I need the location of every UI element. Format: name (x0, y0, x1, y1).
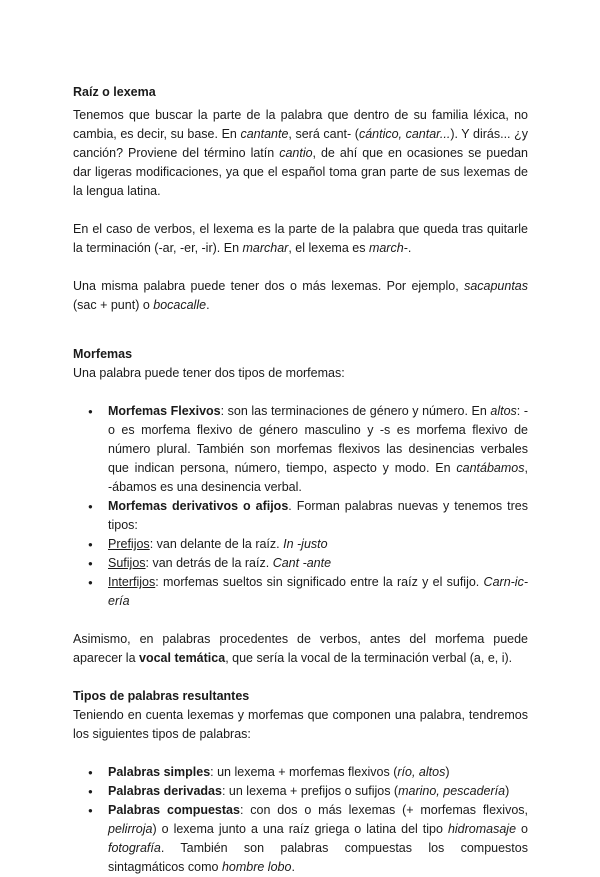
list-item-prefijos: ● Prefijos: van delante de la raíz. In -justo (73, 535, 528, 554)
paragraph-vocal-tematica: Asimismo, en palabras procedentes de verbos, antes del morfema puede aparecer la vocal temática, que sería la vocal de la terminación verbal (a, e, i). (73, 632, 528, 665)
list-morfemas (73, 402, 528, 611)
list-item-derivadas: ● Palabras derivadas: un lexema + prefijos o sufijos (marino, pescadería) (73, 782, 528, 801)
list-item-simples: ● Palabras simples: un lexema + morfemas flexivos (río, altos) (73, 763, 528, 782)
heading-raiz-lexema: Raíz o lexema (73, 85, 156, 99)
paragraph-lexema-definition: Tenemos que buscar la parte de la palabra que dentro de su familia léxica, no cambia, es decir, su base. En cantante, será cant- (cántico, cantar...). Y dirás... ¿y canción? Proviene del término latín cantio, de ahí que en ocasiones se puedan dar ligeras modificaciones, ya que el español toma gran parte de sus lexemas de la lengua latina. (73, 108, 528, 198)
list-item-sufijos: ● Sufijos: van detrás de la raíz. Cant -ante (73, 554, 528, 573)
list-item-flexivos: ● Morfemas Flexivos: son las terminaciones de género y número. En altos: -o es morfema flexivo de género masculino y -s es morfema flexivo de número plural. También son morfemas flexivos las desinencias verbales que indican persona, número, tiempo, aspecto y modo. En cantábamos, -ábamos es una desinencia verbal. (73, 402, 528, 497)
document-page (73, 83, 528, 877)
list-item-derivativos: ● Morfemas derivativos o afijos. Forman palabras nuevas y tenemos tres tipos: (73, 497, 528, 535)
paragraph-lexema-verbos: En el caso de verbos, el lexema es la parte de la palabra que queda tras quitarle la terminación (-ar, -er, -ir). En marchar, el lexema es march-. (73, 222, 528, 255)
paragraph-morfemas-intro: Una palabra puede tener dos tipos de morfemas: (73, 366, 345, 380)
paragraph-varios-lexemas: Una misma palabra puede tener dos o más lexemas. Por ejemplo, sacapuntas (sac + punt) o bocacalle. (73, 279, 528, 312)
list-tipos-palabras (73, 763, 528, 877)
heading-tipos-palabras: Tipos de palabras resultantes (73, 689, 250, 703)
list-item-interfijos: ● Interfijos: morfemas sueltos sin significado entre la raíz y el sufijo. Carn-ic-ería (73, 573, 528, 611)
paragraph-tipos-intro: Teniendo en cuenta lexemas y morfemas que componen una palabra, tendremos los siguientes tipos de palabras: (73, 708, 528, 741)
list-item-compuestas: ● Palabras compuestas: con dos o más lexemas (+ morfemas flexivos, pelirroja) o lexema junto a una raíz griega o latina del tipo hidromasaje o fotografía. También son palabras compuestas los compuestos sintagmáticos como hombre lobo. (73, 801, 528, 877)
heading-morfemas: Morfemas (73, 347, 133, 361)
